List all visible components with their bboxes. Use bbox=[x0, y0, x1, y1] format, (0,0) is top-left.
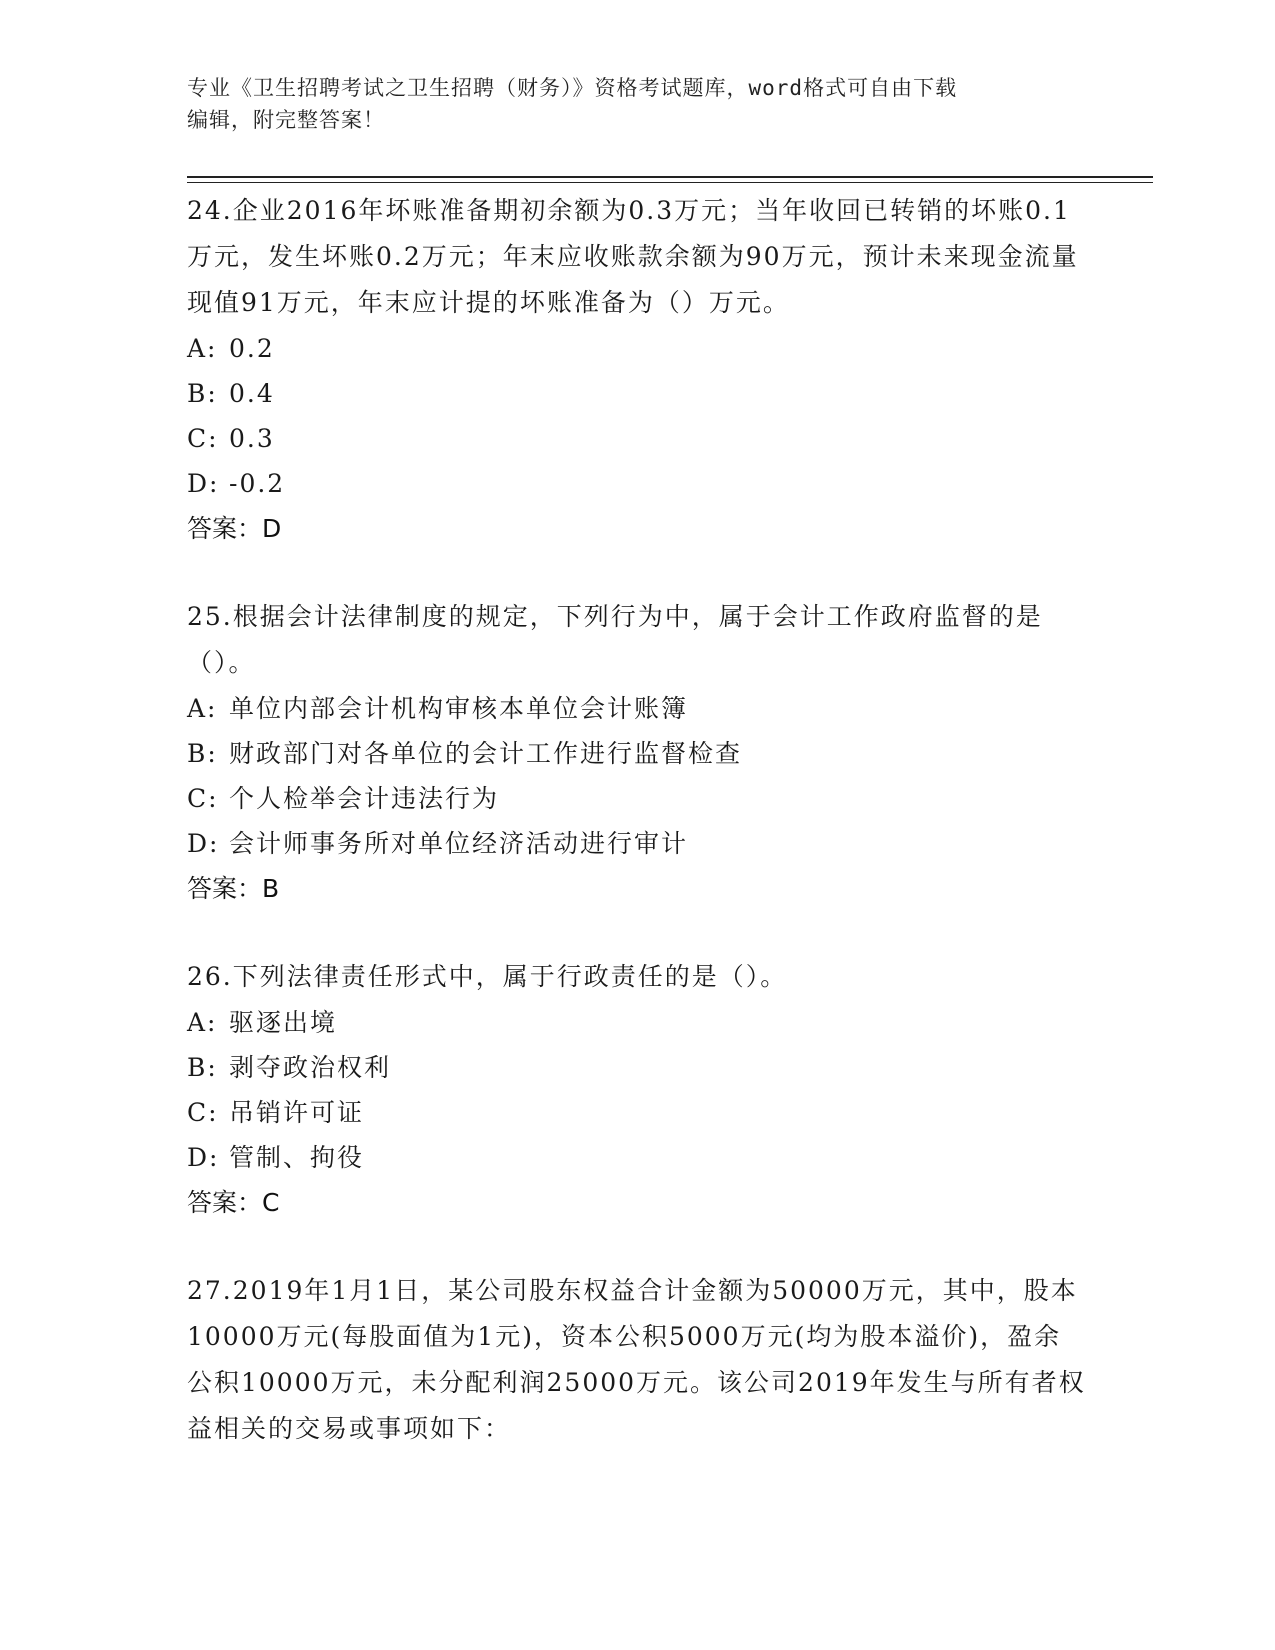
option-text: -0.2 bbox=[229, 469, 286, 498]
option-text: 管制、拘役 bbox=[229, 1143, 365, 1172]
option-key: D: bbox=[187, 469, 220, 498]
option-a bbox=[187, 326, 1087, 371]
option-d bbox=[187, 461, 1087, 506]
question-spacer bbox=[187, 1226, 1087, 1268]
option-key: C: bbox=[187, 784, 219, 813]
option-key: D: bbox=[187, 829, 220, 858]
option-a bbox=[187, 1000, 1087, 1045]
option-key: B: bbox=[187, 1053, 218, 1082]
question-25 bbox=[187, 594, 1087, 912]
option-text: 会计师事务所对单位经济活动进行审计 bbox=[229, 829, 689, 858]
option-c bbox=[187, 776, 1087, 821]
option-text: 驱逐出境 bbox=[229, 1008, 338, 1037]
option-key: C: bbox=[187, 1098, 219, 1127]
question-stem: 25.根据会计法律制度的规定，下列行为中，属于会计工作政府监督的是（）。 bbox=[187, 602, 1043, 677]
question-list bbox=[187, 188, 1087, 1452]
option-d bbox=[187, 1135, 1087, 1180]
option-b bbox=[187, 1045, 1087, 1090]
option-text: 0.2 bbox=[229, 334, 275, 363]
option-key: D: bbox=[187, 1143, 220, 1172]
question-27 bbox=[187, 1268, 1087, 1452]
option-text: 财政部门对各单位的会计工作进行监督检查 bbox=[229, 739, 743, 768]
option-text: 0.3 bbox=[229, 424, 275, 453]
option-text: 剥夺政治权利 bbox=[229, 1053, 392, 1082]
header-divider-thick bbox=[187, 176, 1153, 178]
header-title-line-2: 编辑，附完整答案！ bbox=[187, 108, 385, 132]
question-stem: 24.企业2016年坏账准备期初余额为0.3万元；当年收回已转销的坏账0.1万元，发生坏账0.2万元；年末应收账款余额为90万元，预计未来现金流量现值91万元，年末应计提的坏账准备为（）万元。 bbox=[187, 196, 1079, 317]
answer-label: 答案：B bbox=[187, 874, 280, 903]
option-text: 吊销许可证 bbox=[229, 1098, 365, 1127]
option-d bbox=[187, 821, 1087, 866]
option-text: 单位内部会计机构审核本单位会计账簿 bbox=[229, 694, 689, 723]
option-key: B: bbox=[187, 739, 218, 768]
header-divider-thin bbox=[187, 182, 1153, 183]
option-b bbox=[187, 371, 1087, 416]
question-spacer bbox=[187, 552, 1087, 594]
document-header bbox=[187, 72, 1067, 136]
question-stem: 27.2019年1月1日，某公司股东权益合计金额为50000万元，其中，股本10000万元(每股面值为1元)，资本公积5000万元(均为股本溢价)，盈余公积10000万元，未分配利润25000万元。该公司2019年发生与所有者权益相关的交易或事项如下： bbox=[187, 1276, 1086, 1443]
option-text: 0.4 bbox=[229, 379, 275, 408]
option-text: 个人检举会计违法行为 bbox=[229, 784, 500, 813]
option-a bbox=[187, 686, 1087, 731]
answer-label: 答案：C bbox=[187, 1188, 280, 1217]
option-c bbox=[187, 416, 1087, 461]
option-key: C: bbox=[187, 424, 219, 453]
option-key: B: bbox=[187, 379, 218, 408]
answer-label: 答案：D bbox=[187, 514, 282, 543]
question-26 bbox=[187, 954, 1087, 1226]
option-key: A: bbox=[187, 694, 218, 723]
question-stem: 26.下列法律责任形式中，属于行政责任的是（）。 bbox=[187, 962, 788, 991]
option-key: A: bbox=[187, 334, 218, 363]
option-key: A: bbox=[187, 1008, 218, 1037]
question-spacer bbox=[187, 912, 1087, 954]
question-24 bbox=[187, 188, 1087, 552]
option-b bbox=[187, 731, 1087, 776]
header-title-line-1: 专业《卫生招聘考试之卫生招聘（财务）》资格考试题库，word格式可自由下载 bbox=[187, 76, 958, 100]
option-c bbox=[187, 1090, 1087, 1135]
